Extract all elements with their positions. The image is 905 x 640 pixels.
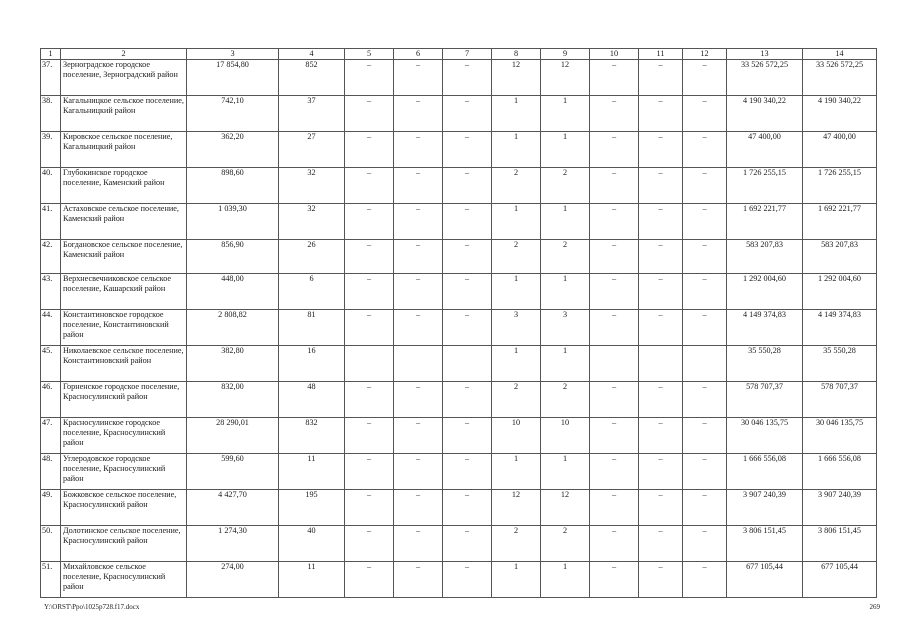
table-cell: 3 806 151,45 <box>727 526 803 562</box>
table-cell: 832 <box>279 418 345 454</box>
row-number: 42. <box>41 240 61 274</box>
table-row <box>41 168 877 204</box>
table-cell <box>394 346 443 382</box>
table-cell: 47 400,00 <box>803 132 877 168</box>
table-cell: – <box>394 562 443 598</box>
table-cell: 6 <box>279 274 345 310</box>
table-cell: 3 <box>541 310 590 346</box>
table-row <box>41 310 877 346</box>
settlement-name: Божковское сельское поселение, Красносулинский район <box>61 490 187 526</box>
settlement-name: Верхнесвечниковское сельское поселение, Кашарский район <box>61 274 187 310</box>
table-cell: 856,90 <box>187 240 279 274</box>
table-cell: 4 190 340,22 <box>727 96 803 132</box>
table-cell: 1 <box>541 274 590 310</box>
column-header: 8 <box>492 49 541 60</box>
table-cell: 35 550,28 <box>727 346 803 382</box>
table-cell: – <box>590 168 639 204</box>
row-number: 45. <box>41 346 61 382</box>
file-path: Y:\ORST\Ppo\1025p728.f17.docx <box>44 603 140 611</box>
table-cell: – <box>639 60 683 96</box>
table-cell: – <box>590 132 639 168</box>
table-cell: – <box>639 562 683 598</box>
table-cell: 1 274,30 <box>187 526 279 562</box>
table-row <box>41 132 877 168</box>
header-row <box>41 49 877 60</box>
table-cell: – <box>683 204 727 240</box>
row-number: 47. <box>41 418 61 454</box>
table-cell: – <box>443 60 492 96</box>
table-row <box>41 204 877 240</box>
table-cell: 3 <box>492 310 541 346</box>
settlement-name: Богдановское сельское поселение, Каменский район <box>61 240 187 274</box>
table-cell: 1 692 221,77 <box>727 204 803 240</box>
table-row <box>41 96 877 132</box>
table-cell: – <box>590 454 639 490</box>
table-row <box>41 490 877 526</box>
table-cell: 30 046 135,75 <box>727 418 803 454</box>
table-cell: 32 <box>279 204 345 240</box>
table-cell: 4 149 374,83 <box>803 310 877 346</box>
table-cell: – <box>443 526 492 562</box>
table-cell: 382,80 <box>187 346 279 382</box>
table-cell: – <box>394 168 443 204</box>
table-cell: – <box>639 454 683 490</box>
row-number: 37. <box>41 60 61 96</box>
table-cell: – <box>394 490 443 526</box>
table-cell: 1 <box>541 96 590 132</box>
table-cell: – <box>394 132 443 168</box>
table-cell: 1 <box>492 132 541 168</box>
row-number: 40. <box>41 168 61 204</box>
table-cell: 27 <box>279 132 345 168</box>
row-number: 48. <box>41 454 61 490</box>
table-cell: 2 <box>492 526 541 562</box>
table-cell: 11 <box>279 454 345 490</box>
table-cell: – <box>345 382 394 418</box>
table-cell: 16 <box>279 346 345 382</box>
table-cell <box>683 346 727 382</box>
row-number: 51. <box>41 562 61 598</box>
table-cell: – <box>443 454 492 490</box>
table-row <box>41 346 877 382</box>
row-number: 39. <box>41 132 61 168</box>
table-cell: – <box>394 382 443 418</box>
table-cell: 742,10 <box>187 96 279 132</box>
table-cell: 2 <box>492 168 541 204</box>
table-row <box>41 60 877 96</box>
table-cell: – <box>683 490 727 526</box>
table-cell: 17 854,80 <box>187 60 279 96</box>
column-header: 2 <box>61 49 187 60</box>
table-cell: – <box>345 454 394 490</box>
column-header: 3 <box>187 49 279 60</box>
table-cell: – <box>394 240 443 274</box>
settlement-name: Кировское сельское поселение, Кагальницкий район <box>61 132 187 168</box>
table-cell: – <box>443 310 492 346</box>
table-cell: 1 <box>541 204 590 240</box>
table-cell: – <box>683 168 727 204</box>
table-cell: – <box>345 526 394 562</box>
table-cell: – <box>683 60 727 96</box>
table-cell: 33 526 572,25 <box>727 60 803 96</box>
table-cell: – <box>345 490 394 526</box>
table-cell: – <box>590 490 639 526</box>
table-cell: 599,60 <box>187 454 279 490</box>
table-cell: – <box>443 274 492 310</box>
settlement-name: Зерноградское городское поселение, Зерноградский район <box>61 60 187 96</box>
settlement-name: Углеродовское городское поселение, Красносулинский район <box>61 454 187 490</box>
settlement-name: Михайловское сельское поселение, Красносулинский район <box>61 562 187 598</box>
table-cell: – <box>394 310 443 346</box>
table-cell: 1 692 221,77 <box>803 204 877 240</box>
table-cell: – <box>683 382 727 418</box>
data-table <box>40 48 877 598</box>
column-header: 10 <box>590 49 639 60</box>
table-cell: 37 <box>279 96 345 132</box>
table-cell: 12 <box>492 60 541 96</box>
table-cell <box>345 346 394 382</box>
table-cell: – <box>345 240 394 274</box>
table-cell: 3 907 240,39 <box>727 490 803 526</box>
table-cell: 4 190 340,22 <box>803 96 877 132</box>
settlement-name: Горненское городское поселение, Красносулинский район <box>61 382 187 418</box>
table-cell: 2 <box>541 526 590 562</box>
table-cell: 10 <box>541 418 590 454</box>
table-cell: – <box>683 240 727 274</box>
table-cell: 47 400,00 <box>727 132 803 168</box>
table-cell: 1 <box>492 96 541 132</box>
table-cell: – <box>394 454 443 490</box>
table-cell: 578 707,37 <box>727 382 803 418</box>
table-cell: 12 <box>541 490 590 526</box>
table-cell: 28 290,01 <box>187 418 279 454</box>
table-cell: 1 <box>541 346 590 382</box>
table-cell: 1 <box>492 204 541 240</box>
row-number: 50. <box>41 526 61 562</box>
table-cell: 12 <box>541 60 590 96</box>
table-cell: – <box>345 310 394 346</box>
table-cell: – <box>590 96 639 132</box>
table-cell: 2 <box>492 382 541 418</box>
table-cell: 33 526 572,25 <box>803 60 877 96</box>
column-header: 6 <box>394 49 443 60</box>
table-cell: 1 <box>541 562 590 598</box>
table-cell: – <box>394 60 443 96</box>
table-cell: – <box>590 274 639 310</box>
table-cell: 1 726 255,15 <box>727 168 803 204</box>
table-cell: – <box>590 60 639 96</box>
table-cell: 583 207,83 <box>803 240 877 274</box>
table-cell: 195 <box>279 490 345 526</box>
table-cell: – <box>443 132 492 168</box>
table-cell: 2 <box>541 168 590 204</box>
table-cell: 274,00 <box>187 562 279 598</box>
table-cell: – <box>394 204 443 240</box>
table-cell: 1 292 004,60 <box>803 274 877 310</box>
table-cell: 1 666 556,08 <box>803 454 877 490</box>
table-cell: – <box>639 526 683 562</box>
table-cell: – <box>590 382 639 418</box>
column-header: 1 <box>41 49 61 60</box>
table-cell: – <box>590 418 639 454</box>
column-header: 11 <box>639 49 683 60</box>
column-header: 9 <box>541 49 590 60</box>
table-cell: 1 666 556,08 <box>727 454 803 490</box>
table-cell: – <box>345 204 394 240</box>
table-cell: – <box>639 490 683 526</box>
table-cell: – <box>394 96 443 132</box>
table-cell: – <box>345 274 394 310</box>
table-cell: – <box>443 490 492 526</box>
table-cell: – <box>683 526 727 562</box>
settlement-name: Красносулинское городское поселение, Красносулинский район <box>61 418 187 454</box>
table-cell: 35 550,28 <box>803 346 877 382</box>
table-cell: 898,60 <box>187 168 279 204</box>
table-cell: – <box>590 526 639 562</box>
table-cell: 40 <box>279 526 345 562</box>
table-cell: – <box>443 418 492 454</box>
settlement-name: Николаевское сельское поселение, Константиновский район <box>61 346 187 382</box>
table-row <box>41 274 877 310</box>
table-cell <box>590 346 639 382</box>
table-cell: – <box>345 60 394 96</box>
settlement-name: Константиновское городское поселение, Константиновский район <box>61 310 187 346</box>
settlement-name: Долотинское сельское поселение, Красносулинский район <box>61 526 187 562</box>
table-cell: 1 <box>492 346 541 382</box>
settlement-name: Астаховское сельское поселение, Каменский район <box>61 204 187 240</box>
table-cell: – <box>683 96 727 132</box>
table-cell: – <box>683 274 727 310</box>
table-cell: – <box>590 204 639 240</box>
table-cell: 4 427,70 <box>187 490 279 526</box>
table-cell: 4 149 374,83 <box>727 310 803 346</box>
table-row <box>41 562 877 598</box>
table-cell: 852 <box>279 60 345 96</box>
table-cell: 48 <box>279 382 345 418</box>
column-header: 13 <box>727 49 803 60</box>
column-header: 5 <box>345 49 394 60</box>
table-cell: – <box>394 274 443 310</box>
column-header: 4 <box>279 49 345 60</box>
table-row <box>41 382 877 418</box>
row-number: 38. <box>41 96 61 132</box>
page-number: 269 <box>869 603 880 611</box>
table-cell: 1 <box>492 562 541 598</box>
table-cell: – <box>639 96 683 132</box>
table-cell: 1 726 255,15 <box>803 168 877 204</box>
table-cell: – <box>443 204 492 240</box>
settlement-name: Кагальницкое сельское поселение, Кагальницкий район <box>61 96 187 132</box>
table-cell: – <box>443 382 492 418</box>
table-cell: 30 046 135,75 <box>803 418 877 454</box>
row-number: 49. <box>41 490 61 526</box>
table-body <box>41 60 877 598</box>
table-cell: 677 105,44 <box>803 562 877 598</box>
row-number: 44. <box>41 310 61 346</box>
table-cell: – <box>590 562 639 598</box>
table-cell: – <box>394 418 443 454</box>
table-row <box>41 418 877 454</box>
table-cell: 1 292 004,60 <box>727 274 803 310</box>
table-cell: 10 <box>492 418 541 454</box>
row-number: 46. <box>41 382 61 418</box>
table-cell: 1 <box>492 274 541 310</box>
table-row <box>41 526 877 562</box>
table-cell: 583 207,83 <box>727 240 803 274</box>
table-cell: – <box>639 274 683 310</box>
table-cell: 448,00 <box>187 274 279 310</box>
table-cell: – <box>590 240 639 274</box>
table-cell: 1 <box>541 454 590 490</box>
table-cell: 3 806 151,45 <box>803 526 877 562</box>
table-cell: – <box>345 132 394 168</box>
table-cell: 81 <box>279 310 345 346</box>
table-cell <box>639 346 683 382</box>
table-cell: 11 <box>279 562 345 598</box>
table-cell: 832,00 <box>187 382 279 418</box>
table-cell: – <box>683 132 727 168</box>
table-cell: – <box>345 96 394 132</box>
column-header: 12 <box>683 49 727 60</box>
table-cell: – <box>443 168 492 204</box>
table-cell: 3 907 240,39 <box>803 490 877 526</box>
table-cell: 26 <box>279 240 345 274</box>
table-cell: – <box>443 240 492 274</box>
table-cell: – <box>345 168 394 204</box>
table-cell: – <box>683 454 727 490</box>
table-cell: 578 707,37 <box>803 382 877 418</box>
table-cell: 362,20 <box>187 132 279 168</box>
table-cell: – <box>443 96 492 132</box>
table-row <box>41 240 877 274</box>
table-cell: 2 808,82 <box>187 310 279 346</box>
table-cell: – <box>683 562 727 598</box>
table-cell: – <box>394 526 443 562</box>
table-cell: – <box>639 240 683 274</box>
column-header: 7 <box>443 49 492 60</box>
table-cell: – <box>345 418 394 454</box>
table-cell: 2 <box>541 240 590 274</box>
table-cell: 2 <box>492 240 541 274</box>
table-cell: – <box>639 418 683 454</box>
table-cell: – <box>639 204 683 240</box>
table-cell: – <box>639 382 683 418</box>
table-cell: 2 <box>541 382 590 418</box>
table-cell: 1 <box>492 454 541 490</box>
table-cell: – <box>639 132 683 168</box>
table-cell: 32 <box>279 168 345 204</box>
table-cell: – <box>590 310 639 346</box>
table-cell: 12 <box>492 490 541 526</box>
table-cell: – <box>639 168 683 204</box>
table-cell: – <box>345 562 394 598</box>
settlement-name: Глубокинское городское поселение, Каменский район <box>61 168 187 204</box>
row-number: 43. <box>41 274 61 310</box>
table-cell: – <box>443 562 492 598</box>
table-cell <box>443 346 492 382</box>
table-cell: – <box>683 310 727 346</box>
column-header: 14 <box>803 49 877 60</box>
table-cell: – <box>639 310 683 346</box>
table-row <box>41 454 877 490</box>
table-cell: 1 039,30 <box>187 204 279 240</box>
table-cell: – <box>683 418 727 454</box>
table-cell: 677 105,44 <box>727 562 803 598</box>
table-cell: 1 <box>541 132 590 168</box>
row-number: 41. <box>41 204 61 240</box>
